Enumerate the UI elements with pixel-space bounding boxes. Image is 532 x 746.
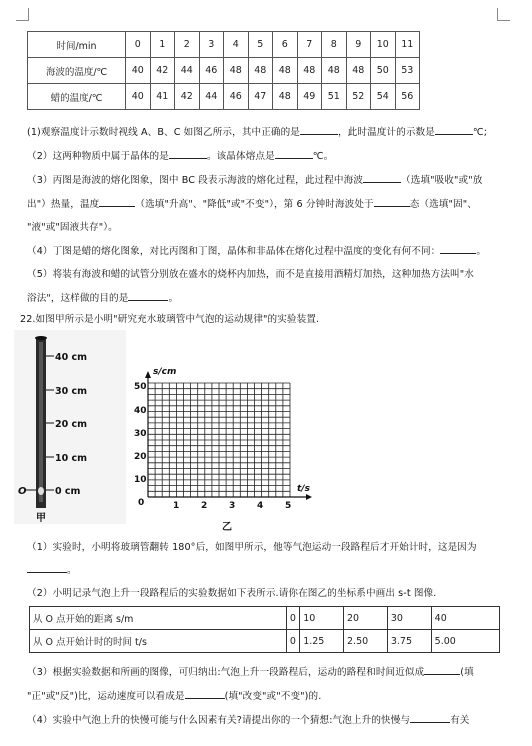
- table-cell: 1.25: [300, 630, 344, 653]
- q21-line-3: [27, 172, 482, 186]
- text: 有关: [450, 715, 470, 726]
- x-tick-label: 1: [173, 501, 180, 511]
- table-cell: 0: [126, 32, 151, 58]
- answer-blank[interactable]: [185, 688, 225, 699]
- answer-blank[interactable]: [440, 243, 476, 254]
- grid: [148, 383, 290, 497]
- table-cell: 52: [346, 84, 371, 110]
- answer-blank[interactable]: [128, 290, 168, 301]
- q22-s1: （1）实验时，小明将玻璃管翻转 180°后，如图甲所示，他等气泡运动一段路程后才开始计时，这是因为: [27, 542, 477, 553]
- figure-caption-yi: 乙: [222, 522, 232, 533]
- tube-top-cap: [35, 336, 47, 340]
- table-cell: 7: [297, 32, 322, 58]
- table-cell: 47: [248, 84, 273, 110]
- table-cell: 48: [297, 58, 322, 84]
- text: 浴法"，这样做的目的是: [27, 293, 129, 304]
- table-row-hypo: [28, 58, 420, 84]
- text: 。该晶体熔点是: [206, 151, 275, 162]
- q21-line-6: [27, 243, 486, 257]
- q22-s2: （2）小明记录气泡上升一段路程后的实验数据如下表所示.请你在图乙的坐标系中画出 s-t 图像.: [27, 588, 437, 599]
- table-cell: 40: [126, 84, 151, 110]
- text: ℃。: [312, 151, 334, 162]
- answer-blank[interactable]: [435, 124, 473, 135]
- table-cell: 48: [273, 84, 298, 110]
- x-tick-label: 5: [285, 501, 292, 511]
- text: （3）丙图是海波的熔化图象，图中 BC 段表示海波的熔化过程，此过程中海波: [27, 175, 364, 186]
- bubble-data-table: [29, 606, 500, 653]
- table-cell: 46: [199, 58, 224, 84]
- table-cell: 9: [346, 32, 371, 58]
- text: （4）丁图是蜡的熔化图象，对比丙图和丁图，晶体和非晶体在熔化过程中温度的变化有何不同：: [27, 246, 441, 257]
- table-cell: 6: [273, 32, 298, 58]
- q21-line-7: [27, 266, 474, 280]
- text: （5）将装有海波和蜡的试管分别放在盛水的烧杯内加热，而不是直接用酒精灯加热，这种加热方法叫"水: [27, 269, 474, 280]
- text: 。: [168, 293, 179, 304]
- table-cell: 5: [248, 32, 273, 58]
- answer-blank[interactable]: [27, 562, 67, 573]
- q21-line-8: [27, 290, 178, 304]
- table-cell: 54: [371, 84, 396, 110]
- table-cell: 2: [175, 32, 200, 58]
- answer-blank[interactable]: [99, 196, 135, 207]
- table-row-wax: [28, 84, 420, 110]
- x-tick-label: 2: [201, 501, 208, 511]
- table-cell: 48: [248, 58, 273, 84]
- table-cell: 11: [395, 32, 420, 58]
- answer-blank[interactable]: [410, 712, 450, 723]
- table-row-time: [30, 630, 500, 653]
- row-header: 海波的温度/℃: [28, 58, 126, 84]
- q22-s4: [27, 712, 469, 726]
- table-cell: 5.00: [431, 630, 499, 653]
- tube-mark-20: 20 cm: [55, 419, 88, 430]
- q22-s3: [27, 664, 474, 678]
- text: （4）实验中气泡上升的快慢可能与什么因素有关?请提出你的一个猜想:气泡上升的快慢与: [27, 715, 411, 726]
- table-cell: 44: [175, 58, 200, 84]
- table-cell: 40: [126, 58, 151, 84]
- row-header: 从 O 点开始的距离 s/m: [30, 607, 287, 630]
- table-cell: 56: [395, 84, 420, 110]
- answer-blank[interactable]: [424, 664, 460, 675]
- table-cell: 3: [199, 32, 224, 58]
- temperature-table: [27, 31, 420, 110]
- origin-label: O: [18, 486, 27, 497]
- table-cell: 49: [297, 84, 322, 110]
- answer-blank[interactable]: [169, 148, 207, 159]
- table-row-time: [28, 32, 420, 58]
- q21-line-2: [27, 148, 333, 162]
- x-axis-arrow-icon: [306, 494, 312, 500]
- table-cell: 2.50: [344, 630, 388, 653]
- table-cell: 0: [286, 630, 299, 653]
- graph-origin-label: 0: [138, 498, 145, 508]
- text: ℃;: [472, 127, 488, 138]
- answer-blank[interactable]: [374, 196, 410, 207]
- table-cell: 50: [371, 58, 396, 84]
- q22-s3-cont: [27, 688, 321, 702]
- row-header: 蜡的温度/℃: [28, 84, 126, 110]
- table-cell: 30: [387, 607, 431, 630]
- tube-mark-10: 10 cm: [55, 453, 88, 464]
- row-header: 时间/min: [28, 32, 126, 58]
- text: ，此时温度计的示数是: [337, 127, 435, 138]
- crop-mark-top-left: [16, 8, 29, 21]
- figure-st-graph: [126, 360, 316, 535]
- table-cell: 10: [300, 607, 344, 630]
- table-cell: 46: [224, 84, 249, 110]
- y-tick-label: 50: [134, 382, 147, 392]
- table-cell: 48: [346, 58, 371, 84]
- table-cell: 42: [175, 84, 200, 110]
- x-tick-label: 3: [229, 501, 236, 511]
- y-axis-arrow-icon: [145, 371, 151, 378]
- text: （选填"升高"、"降低"或"不变"），第 6 分钟时海波处于: [135, 199, 374, 210]
- y-axis-label: s/cm: [153, 367, 177, 377]
- x-tick-label: 4: [257, 501, 264, 511]
- text: (填"改变"或"不变")的.: [224, 691, 322, 702]
- y-tick-label: 40: [134, 406, 147, 416]
- y-tick-label: 20: [134, 452, 147, 462]
- text: （2）这两种物质中属于晶体的是: [27, 151, 169, 162]
- q21-line-4: [27, 196, 477, 210]
- table-cell: 1: [150, 32, 175, 58]
- text: (填: [460, 667, 474, 678]
- table-cell: 4: [224, 32, 249, 58]
- tube-interior: [39, 342, 43, 502]
- tube-mark-0: 0 cm: [55, 486, 81, 497]
- table-cell: 48: [224, 58, 249, 84]
- table-cell: 51: [322, 84, 347, 110]
- table-cell: 41: [150, 84, 175, 110]
- x-axis-label: t/s: [297, 484, 310, 494]
- table-cell: 40: [431, 607, 499, 630]
- text: 出"）热量，温度: [27, 199, 100, 210]
- row-header: 从 O 点开始计时的时间 t/s: [30, 630, 287, 653]
- answer-blank[interactable]: [363, 172, 401, 183]
- y-tick-label: 30: [134, 429, 147, 439]
- table-cell: 48: [322, 58, 347, 84]
- text: （3）根据实验数据和所画的图像，可归纳出:气泡上升一段路程后，运动的路程和时间近似成: [27, 667, 425, 678]
- q22-intro: 22.如图甲所示是小明"研究充水玻璃管中气泡的运动规律"的实验装置.: [20, 314, 320, 325]
- figure-caption-jia: 甲: [36, 513, 46, 524]
- table-cell: 44: [199, 84, 224, 110]
- table-cell: 20: [344, 607, 388, 630]
- text: 。: [67, 565, 77, 576]
- bubble-icon: [38, 487, 44, 495]
- answer-blank[interactable]: [300, 124, 338, 135]
- table-cell: 0: [286, 607, 299, 630]
- tube-mark-40: 40 cm: [55, 352, 88, 363]
- text: 。: [476, 246, 487, 257]
- table-cell: 48: [273, 58, 298, 84]
- table-cell: 3.75: [387, 630, 431, 653]
- q21-line-5: [27, 219, 118, 233]
- q22-s1-answer-line: [27, 562, 77, 576]
- y-tick-label: 10: [134, 475, 147, 485]
- figure-tube: [14, 330, 126, 524]
- text: （选填"吸收"或"放: [401, 175, 483, 186]
- text: "液"或"固液共存"）。: [27, 222, 118, 233]
- table-cell: 10: [371, 32, 396, 58]
- answer-blank[interactable]: [275, 148, 313, 159]
- crop-mark-top-right: [497, 8, 510, 21]
- table-cell: 42: [150, 58, 175, 84]
- table-cell: 53: [395, 58, 420, 84]
- text: 态（选填"固"、: [409, 199, 477, 210]
- tube-mark-30: 30 cm: [55, 386, 88, 397]
- table-cell: 8: [322, 32, 347, 58]
- text: (1)观察温度计示数时视线 A、B、C 如图乙所示，其中正确的是: [27, 127, 300, 138]
- text: "正"或"反")比，运动速度可以看成是: [27, 691, 185, 702]
- q21-line-1: [27, 124, 487, 138]
- table-row-distance: [30, 607, 500, 630]
